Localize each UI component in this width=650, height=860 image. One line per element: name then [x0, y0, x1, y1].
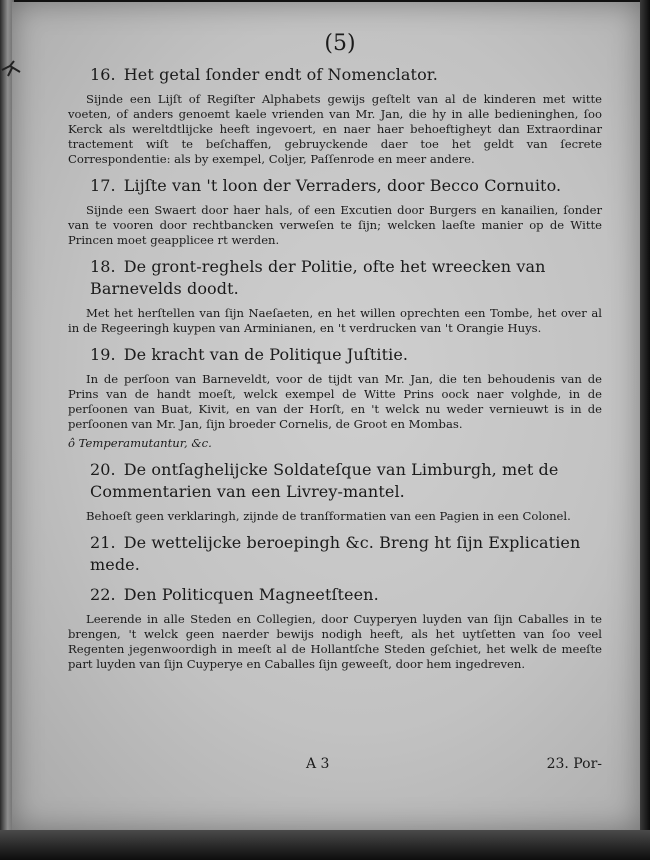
section-17 — [68, 175, 602, 248]
section-18 — [68, 256, 602, 336]
section-heading — [90, 584, 602, 606]
section-title: Lijſte van 't loon der Verraders, door Becco Cornuito. — [123, 176, 562, 195]
section-paragraph: Met het herſtellen van ſijn Naeſaeten, en het willen oprechten een Tombe, het over al in de Regeeringh kuypen van Arminianen, en 't verdrucken van 't Orangie Huys. — [68, 306, 602, 335]
section-paragraph: Sijnde een Swaert door haer hals, of een Excutien door Burgers en kanailien, ſonder van te vooren door rechtbancken verweſen te ſijn; welcken laeſte manier op de Witte Princen moet geapplicee rt werden. — [68, 203, 602, 247]
italic-motto: ô Temperamutantur, &c. — [68, 436, 212, 450]
page-footer — [68, 756, 602, 778]
section-heading — [90, 344, 602, 366]
section-paragraph: Sijnde een Lijſt of Regiſter Alphabets gewijs geſtelt van al de kinderen met witte voeten, of anders genoemt kaele vrienden van Mr. Jan, die hy in alle bedieninghen, ſoo Kerck als wereltdtlijcke heeft ingevoert, en naer haer behoeftigheyt dan Extraordinar tractement wiſt te beſchaffen, gebruyckende daer toe het geldt van ſecrete Correspondentie: als by exempel, Colјer, Paſſenrode en meer andere. — [68, 92, 602, 166]
section-paragraph: Leerende in alle Steden en Collegien, door Cuyperyen luyden van ſijn Caballes in te brengen, 't welck geen naerder bewijs nodigh heeft, als het uytſetten van ſoo veel Regenten jegenwoordigh in meeſt al de Hollantſche Steden geſchiet, het welk de meeſte part luyden van ſijn Cuyperye en Caballes ſijn geweeſt, door hem ingedreven. — [68, 612, 602, 671]
section-20 — [68, 459, 602, 524]
section-number: 19. — [90, 345, 116, 364]
catchword: 23. Por- — [546, 756, 602, 772]
section-title: De kracht van de Politique Juſtitie. — [123, 345, 409, 364]
section-title: De gront-reghels der Politie, ofte het wreecken van Barnevelds doodt. — [90, 257, 546, 298]
section-number: 21. — [90, 533, 116, 552]
section-title: De ontſaghelijcke Soldateſque van Limburgh, met de Commentarien van een Livrey-mantel. — [90, 460, 559, 501]
section-number: 20. — [90, 460, 116, 479]
section-heading — [90, 175, 602, 197]
section-heading — [90, 459, 602, 503]
bottom-shadow — [0, 830, 650, 860]
section-paragraph: Behoeſt geen verklaringh, zijnde de tranſformatien van een Pagien in een Colonel. — [86, 509, 571, 523]
section-number: 16. — [90, 65, 116, 84]
section-title: Den Politicquen Magneetſteen. — [123, 585, 379, 604]
signature-mark: A 3 — [306, 756, 330, 772]
text-block — [68, 28, 602, 676]
section-number: 18. — [90, 257, 116, 276]
section-title: Het getal ſonder endt of Nomenclator. — [123, 65, 438, 84]
section-number: 17. — [90, 176, 116, 195]
section-22 — [68, 584, 602, 672]
section-heading — [90, 64, 602, 86]
section-heading — [90, 532, 602, 576]
section-title: De wettelijcke beroepingh &c. Breng ht ſijn Explicatien mede. — [90, 533, 581, 574]
section-16 — [68, 64, 602, 167]
margin-ink-mark-icon — [0, 58, 22, 80]
section-19 — [68, 344, 602, 451]
section-paragraph: In de perſoon van Barneveldt, voor de tijdt van Mr. Jan, die ten behoudenis van de Prins van de handt moeſt, welck exempel de Witte Prins oock naer volghde, in de perſoonen van Buat, Kivit, en van der Horſt, en 't welck nu weder vernieuwt is in de perſoonen van Mr. Jan, ſijn broeder Cornelis, de Groot en Mombas. — [68, 372, 602, 431]
section-heading — [90, 256, 602, 300]
right-book-edge — [640, 0, 650, 860]
section-21 — [68, 532, 602, 576]
section-number: 22. — [90, 585, 116, 604]
page-number: (5) — [324, 31, 356, 56]
